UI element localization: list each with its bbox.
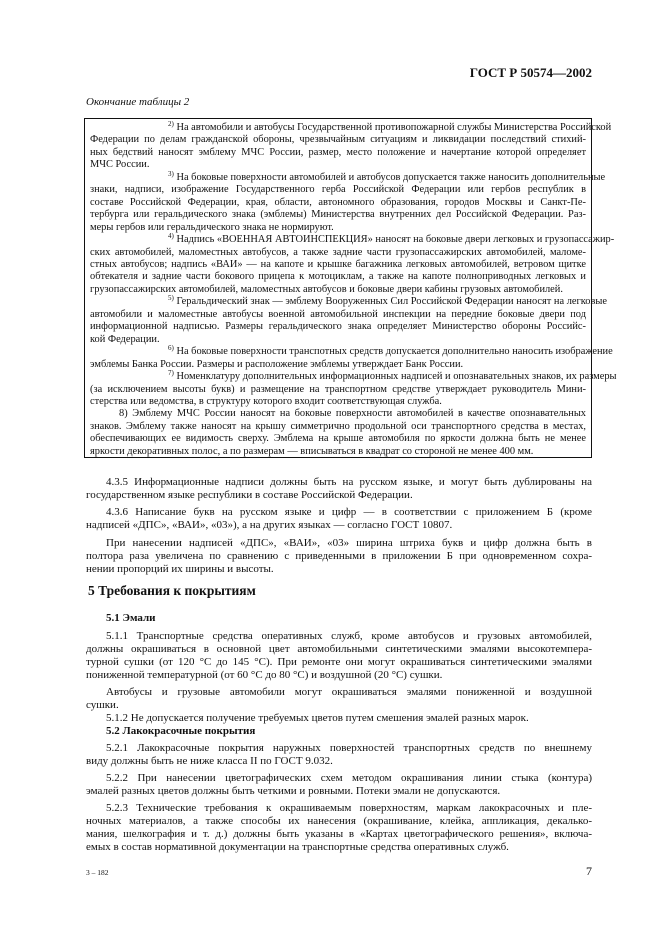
text-line: нении пропорций их ширины и высоты. bbox=[86, 563, 274, 575]
footnote-line bbox=[90, 232, 615, 246]
text-line: эмалей разных цветов должны быть четкими и ровными. Потеки эмали не допускаются. bbox=[86, 785, 501, 797]
text-line: 4.3.6 Написание букв на русском языке и цифр — в соответствии с приложением Б (кроме bbox=[106, 506, 592, 518]
footnote-2 bbox=[90, 120, 612, 172]
text-line: 5.2.3 Технические требования к окрашиваемым поверхностям, маркам лакокрасочных и пле- bbox=[106, 802, 592, 814]
paragraph bbox=[86, 772, 592, 798]
text-line: полтора раза увеличена по сравнению с приведенными в приложении Б при одновременном сохра- bbox=[86, 550, 592, 562]
footnote-text: меры гербов или геральдического знака не нормируют. bbox=[90, 221, 334, 233]
footnote-line bbox=[90, 147, 586, 159]
text-line: 5.1.2 Не допускается получение требуемых цветов путем смешения эмалей разных марок. bbox=[106, 712, 529, 724]
paragraph bbox=[86, 476, 592, 502]
footnote-4 bbox=[90, 232, 615, 296]
text-line: емых в состав нормативной документации на транспортные средства оперативных служб. bbox=[86, 841, 509, 853]
footnote-text: знаков. Эмблему также наносят на крышу симметрично продольной оси транспортного средства в местах, bbox=[90, 420, 586, 432]
footnote-text: кой Федерации. bbox=[90, 333, 160, 345]
footnote-line bbox=[90, 421, 586, 433]
footnote-5 bbox=[90, 294, 607, 346]
footnote-line bbox=[90, 334, 586, 346]
text-line: 5.1.1 Транспортные средства оперативных служб, кроме автобусов и грузовых автомобилей, bbox=[106, 630, 592, 642]
footnote-line bbox=[90, 184, 586, 196]
paragraph bbox=[86, 686, 592, 712]
footnote-line bbox=[90, 209, 586, 221]
footnote-mark: 7) bbox=[168, 369, 174, 378]
footnote-text: яркости декоративных полос, а по размерам — вписываться в квадрат со стороной не менее 400 мм. bbox=[90, 445, 534, 457]
footnote-line bbox=[90, 120, 612, 134]
text-line: 5.1 Эмали bbox=[106, 612, 156, 624]
footnote-line bbox=[90, 446, 586, 458]
footnote-text: Геральдический знак — эмблему Вооруженных Сил Российской Федерации наносят на легковые bbox=[176, 296, 607, 308]
footnote-text: ных бедствий наносят эмблему МЧС России, размер, место положение и начертание которой определяет bbox=[90, 146, 586, 158]
document-standard-number: ГОСТ Р 50574—2002 bbox=[469, 65, 592, 80]
footnote-line bbox=[90, 396, 586, 408]
footnote-line bbox=[90, 384, 586, 396]
footnote-text: На автомобили и автобусы Государственной противопожарной службы Министерства Российской bbox=[176, 122, 612, 133]
footnote-text: стерства или ведомства, в структуру которого входит соответствующая служба. bbox=[90, 395, 442, 407]
table-continuation-label: Окончание таблицы 2 bbox=[86, 96, 190, 108]
text-line: виду должны быть не ниже класса II по ГОСТ 9.032. bbox=[86, 755, 333, 767]
subsection-heading bbox=[106, 725, 612, 738]
text-line: должны окрашиваться в основной цвет автомобильными синтетическими эмалями высокотемпера- bbox=[86, 643, 592, 655]
footnote-text: МЧС России. bbox=[90, 159, 150, 171]
footnote-mark: 4) bbox=[168, 232, 174, 241]
text-line: 5.2 Лакокрасочные покрытия bbox=[106, 725, 256, 737]
footnote-line bbox=[90, 197, 586, 209]
footnote-text: обеспечивающих ее видимость сверху. Эмблема на крыше автомобиля по яркости должна быть не менее bbox=[90, 433, 586, 445]
footnote-text: информационной надписью. Размеры геральдического знака определяет Министерство обороны Российс- bbox=[90, 321, 586, 333]
paragraph bbox=[86, 742, 592, 768]
footnote-line bbox=[90, 134, 586, 146]
text-line: мания, шелкография и т. д.) должны быть указаны в «Картах цветографического решения», включа- bbox=[86, 828, 592, 840]
text-line: турной сушки (от 120 °С до 145 °С). При ремонте они могут окрашиваться синтетическими эмалями bbox=[86, 656, 592, 668]
footnote-8 bbox=[90, 408, 586, 458]
footnote-text: грузопассажирских автомобилей, маломестных автобусов и боковые двери кабины грузовых автомобилей. bbox=[90, 283, 563, 295]
footnote-text: автомобили и маломестные автобусы военной автомобильной инспекции на передние боковые двери под bbox=[90, 308, 586, 320]
footnote-6 bbox=[90, 344, 613, 371]
section-heading bbox=[88, 584, 594, 597]
text-line: государственном языке республики в составе Российской Федерации. bbox=[86, 489, 413, 501]
text-line: При нанесении надписей «ДПС», «ВАИ», «03» ширина штриха букв и цифр должна быть в bbox=[106, 537, 592, 549]
text-line: 5 Требования к покрытиям bbox=[88, 583, 256, 598]
footnote-line bbox=[90, 359, 586, 371]
footnote-line bbox=[90, 408, 586, 420]
footnote-text: Федерации по делам гражданской обороны, чрезвычайным ситуациям и ликвидации последствий стихий- bbox=[90, 134, 586, 146]
text-line: 5.2.1 Лакокрасочные покрытия наружных поверхностей транспортных средств по внешнему bbox=[106, 742, 592, 754]
footnote-line bbox=[90, 271, 586, 283]
footnote-text: составе Российской Федерации, края, области, автономного образования, городов Москвы и Санкт-Пе- bbox=[90, 196, 586, 208]
paragraph bbox=[86, 506, 592, 532]
footnote-line bbox=[90, 433, 586, 445]
footnote-line bbox=[90, 284, 586, 296]
footnote-line bbox=[90, 169, 606, 184]
footnote-text: стных автобусов; надпись «ВАИ» — на капоте и крышке багажника легковых автомобилей, ветровом щитке bbox=[90, 258, 586, 270]
footnote-text: На боковые поверхности транспотных средств допускается дополнительно наносить изображение bbox=[176, 346, 613, 358]
footnote-line bbox=[90, 369, 617, 383]
footnote-3 bbox=[90, 169, 606, 234]
text-line: 5.2.2 При нанесении цветографических схем методом окрашивания линии стыка (контура) bbox=[106, 772, 592, 784]
footnote-text: тербурга или геральдического знака (эмблемы) Министерства внутренних дел Российской Федерации. Раз- bbox=[90, 209, 586, 221]
footnote-line bbox=[90, 259, 586, 271]
footnote-text: ских автомобилей, маломестных автобусов, а также задние части грузопассажирских автомобилей, маломе- bbox=[90, 246, 586, 258]
footnote-text: Эмблему МЧС России наносят на боковые поверхности автомобилей в качестве опознавательных bbox=[132, 408, 586, 420]
subsection-heading bbox=[106, 612, 612, 625]
footnote-7 bbox=[90, 369, 617, 408]
footnote-mark: 8) bbox=[119, 408, 128, 420]
footnote-mark: 3) bbox=[168, 169, 174, 178]
footnote-line bbox=[90, 294, 607, 308]
footnote-mark: 2) bbox=[168, 120, 174, 128]
footnote-line bbox=[90, 321, 586, 333]
footnote-text: (за исключением высоты букв) и размещение на транспортном средстве утверждает руководитель Мини- bbox=[90, 383, 586, 395]
footnote-text: знаки, надписи, изображение Государственного герба Российской Федерации или гербов республик в bbox=[90, 184, 586, 196]
footnote-line bbox=[90, 159, 586, 171]
text-line: ночных материалов, а также способы их нанесения (окрашивание, клейка, аппликация, декалько- bbox=[86, 815, 592, 827]
footnote-mark: 6) bbox=[168, 344, 174, 353]
paragraph bbox=[86, 630, 592, 682]
page-number: 7 bbox=[586, 864, 592, 878]
footnote-text: Надпись «ВОЕННАЯ АВТОИНСПЕКЦИЯ» наносят на боковые двери легковых и грузопассажир- bbox=[176, 234, 615, 246]
footnote-text: На боковые поверхности автомобилей и автобусов допускается также наносить дополнительные bbox=[176, 171, 606, 183]
text-line: пониженной температурной (от 60 °С до 80 °С) и воздушной (20 °С) сушки. bbox=[86, 669, 443, 681]
text-line: сушки. bbox=[86, 699, 119, 711]
paragraph bbox=[86, 802, 592, 854]
paragraph bbox=[86, 537, 592, 576]
print-code: 3 – 182 bbox=[86, 868, 109, 877]
footnote-mark: 5) bbox=[168, 294, 174, 303]
footnote-text: Номенклатуру дополнительных информационных надписей и опознавательных знаков, их размеры bbox=[176, 371, 617, 383]
footnote-text: обтекателя и задние части бокового прицепа к мотоциклам, а также на капоте полноприводных легковых и bbox=[90, 271, 586, 283]
footnote-text: эмблемы Банка России. Размеры и расположение эмблемы утверждает Банк России. bbox=[90, 358, 464, 370]
table-footnotes-box bbox=[84, 118, 617, 458]
footnote-line bbox=[90, 344, 613, 358]
paragraph bbox=[86, 712, 592, 725]
footnote-line bbox=[90, 309, 586, 321]
text-line: 4.3.5 Информационные надписи должны быть на русском языке, и могут быть дублированы на bbox=[106, 476, 592, 488]
text-line: Автобусы и грузовые автомобили могут окрашиваться эмалями пониженной и воздушной bbox=[106, 686, 592, 698]
footnote-line bbox=[90, 222, 586, 234]
footnote-line bbox=[90, 247, 586, 259]
text-line: надписей «ДПС», «ВАИ», «03»), а на других языках — согласно ГОСТ 10807. bbox=[86, 519, 453, 531]
